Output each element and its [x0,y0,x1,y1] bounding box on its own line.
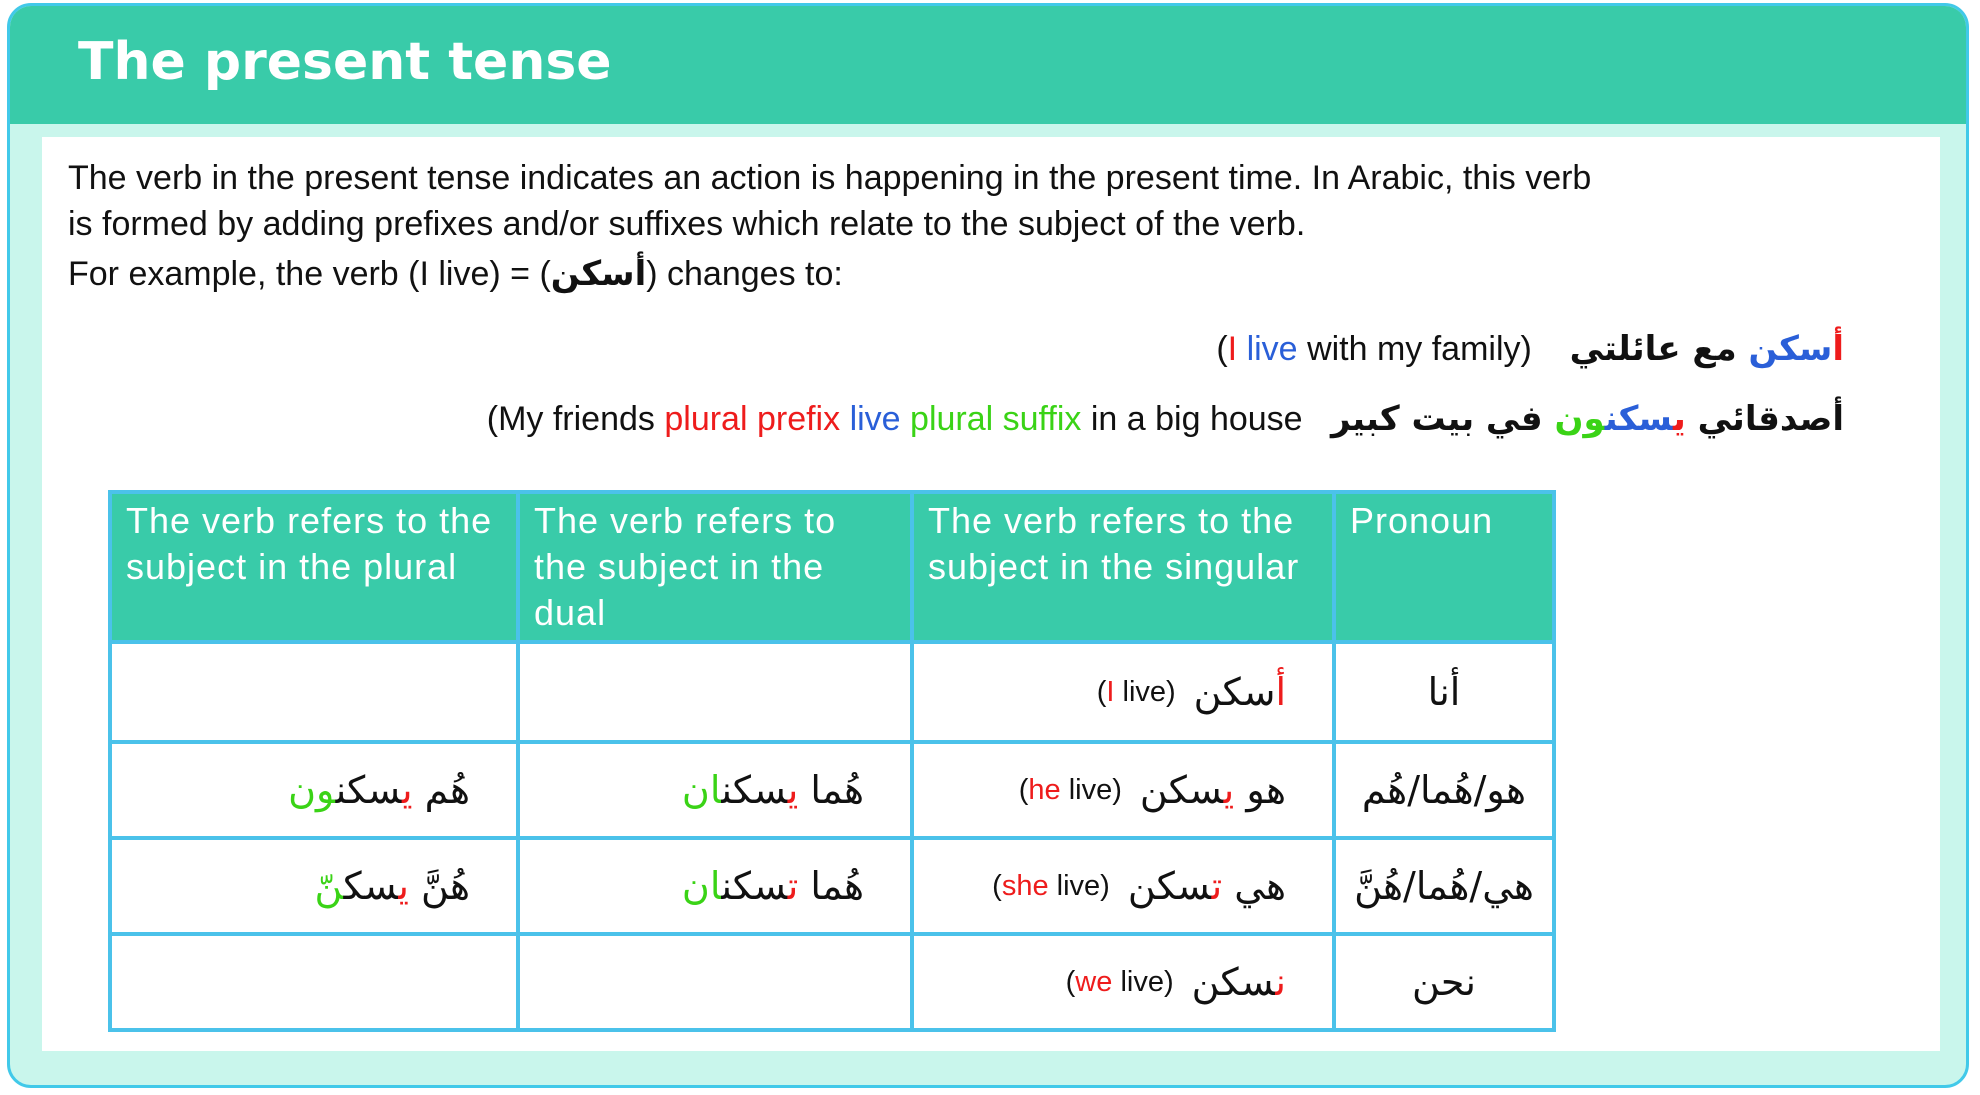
pronoun-text: نحن [1411,960,1477,1004]
verb-form: هُنَّ يسكنّ [314,864,470,908]
conjugation-table [108,490,1556,1032]
intro-line-2: is formed by adding prefixes and/or suffixes which relate to the subject of the verb. [68,205,1306,243]
cell-pronoun [1334,838,1554,934]
header-bar [10,6,1966,124]
example-2-arabic-prefix: ي [1673,399,1686,439]
cell-plural [110,838,518,934]
example-1-paren: ( [1216,330,1228,368]
example-2-arabic-stem: سكن [1604,399,1674,439]
example-2-arabic [1331,399,1844,439]
example-2-arabic-first: أصدقائي [1697,399,1844,439]
pronoun-text: أنا [1427,670,1461,714]
example-1-live: live [1246,330,1298,368]
cell-plural-empty [110,934,518,1030]
cell-pronoun [1334,742,1554,838]
example-1-subject: I [1227,330,1238,368]
intro-arabic-verb: أسكن [550,254,647,294]
cell-singular [912,642,1334,742]
cell-dual-empty [518,934,912,1030]
example-1-arabic-stem: سكن [1748,329,1833,369]
gloss: (he live) [1018,773,1122,806]
cell-pronoun [1334,642,1554,742]
intro-line-1: The verb in the present tense indicates an action is happening in the present time. In Arabic, this verb [68,159,1592,197]
verb-form: نسكن [1191,960,1286,1004]
intro-line-3-before: For example, the verb (I live) = ( [68,255,551,293]
table-row [110,742,1554,838]
verb-form: هُما تسكنان [681,864,864,908]
example-sentence-1 [1216,329,1844,369]
gloss: (she live) [992,869,1110,902]
cell-singular [912,838,1334,934]
verb-form: هو يسكن [1139,768,1286,812]
cell-dual [518,742,912,838]
header-singular: The verb refers to the subject in the singular [912,492,1334,642]
cell-dual-empty [518,642,912,742]
intro-line-3 [68,251,843,297]
header-dual: The verb refers to the subject in the dual [518,492,912,642]
cell-plural-empty [110,642,518,742]
example-2-rest: in a big house [1090,400,1303,438]
example-2-start: (My friends [486,400,655,438]
example-2-plural-suffix: plural suffix [910,400,1082,438]
example-sentence-2 [487,399,1844,439]
header-plural: The verb refers to the subject in the plural [110,492,518,642]
table-row [110,838,1554,934]
content-panel [42,137,1940,1051]
table-row [110,934,1554,1030]
gloss: (I live) [1096,675,1176,708]
example-1-rest: with my family) [1307,330,1532,368]
example-2-live: live [849,400,901,438]
pronoun-text: هو/هُما/هُم [1361,768,1527,812]
lesson-card [7,3,1969,1088]
verb-form: هي تسكن [1127,864,1286,908]
example-2-arabic-suffix: ون [1554,399,1605,439]
verb-form: هُم يسكنون [288,768,470,812]
example-2-plural-prefix: plural prefix [664,400,841,438]
cell-singular [912,934,1334,1030]
example-2-arabic-rest: في بيت كبير [1330,399,1543,439]
verb-form: هُما يسكنان [681,768,864,812]
example-1-arabic [1570,329,1844,369]
page-title: The present tense [78,32,612,92]
gloss: (we live) [1065,965,1174,998]
table-header-row [110,492,1554,642]
cell-pronoun [1334,934,1554,1030]
header-pronoun: Pronoun [1334,492,1554,642]
intro-line-3-after: ) changes to: [646,255,843,293]
table-row [110,642,1554,742]
example-1-arabic-rest: مع عائلتي [1569,329,1737,369]
cell-dual [518,838,912,934]
pronoun-text: هي/هُما/هُنَّ [1354,864,1534,908]
cell-singular [912,742,1334,838]
verb-form: أسكن [1193,670,1286,714]
example-1-arabic-prefix: أ [1832,329,1844,369]
cell-plural [110,742,518,838]
